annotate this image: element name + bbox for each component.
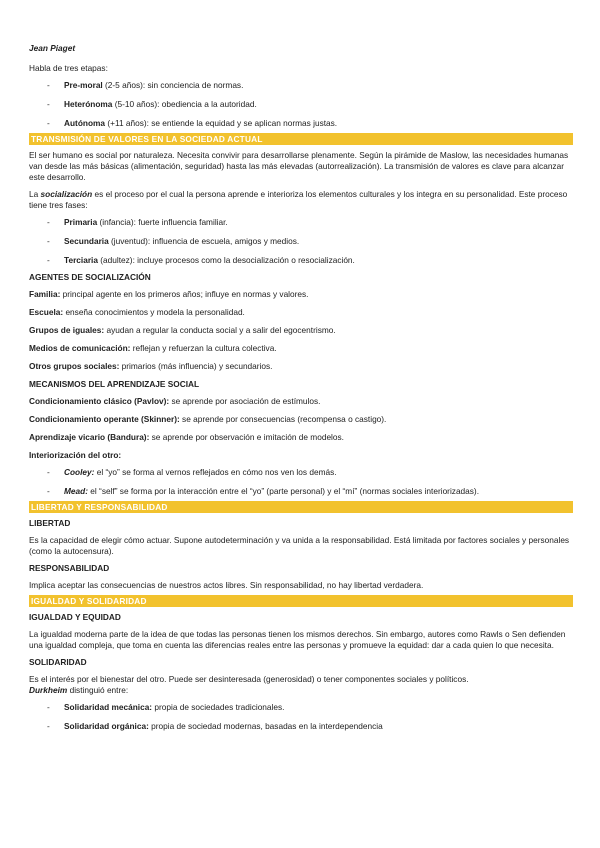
- list-item: - Pre-moral (2-5 años): sin conciencia de normas.: [29, 80, 573, 91]
- list-item: - Autónoma (+11 años): se entiende la equidad y se aplican normas justas.: [29, 118, 573, 129]
- heading-responsabilidad: RESPONSABILIDAD: [29, 563, 110, 573]
- document-content: [29, 43, 573, 740]
- list-item: - Primaria (infancia): fuerte influencia familiar.: [29, 217, 573, 228]
- definition-item: Familia: principal agente en los primeros años; influye en normas y valores.: [29, 289, 309, 299]
- igualdad-paragraph: La igualdad moderna parte de la idea de que todas las personas tienen los mismos derechos. Sin embargo, autores como Rawls o Sen defienden una igualdad compleja, que toma en cuenta las diferencias reales entre las personas y promueve la equidad: dar a cada quien lo que necesita.: [29, 629, 566, 650]
- interiorizacion-list: [29, 467, 573, 497]
- definition-item: Escuela: enseña conocimientos y modela la personalidad.: [29, 307, 245, 317]
- responsabilidad-paragraph: Implica aceptar las consecuencias de nuestros actos libres. Sin responsabilidad, no hay libertad verdadera.: [29, 580, 424, 590]
- socializacion-paragraph: La socialización es el proceso por el cual la persona aprende e interioriza los elementos culturales y los integra en su personalidad. Este proceso tiene tres fases:: [29, 189, 568, 210]
- definition-item: Condicionamiento clásico (Pavlov): se aprende por asociación de estímulos.: [29, 396, 321, 406]
- list-item: - Cooley: el “yo” se forma al vernos reflejados en cómo nos ven los demás.: [29, 467, 573, 478]
- author-piaget: Jean Piaget: [29, 43, 76, 53]
- list-item: - Terciaria (adultez): incluye procesos como la desocialización o resocialización.: [29, 255, 573, 266]
- section-header-igualdad: IGUALDAD Y SOLIDARIDAD: [29, 595, 573, 607]
- list-item: - Solidaridad mecánica: propia de sociedades tradicionales.: [29, 702, 573, 713]
- interiorizacion-label: Interiorización del otro:: [29, 450, 122, 460]
- list-item: - Heterónoma (5-10 años): obediencia a la autoridad.: [29, 99, 573, 110]
- libertad-paragraph: Es la capacidad de elegir cómo actuar. Supone autodeterminación y va unida a la responsabilidad. Está limitada por factores sociales y personales (como la autocensura).: [29, 535, 570, 556]
- heading-agentes: AGENTES DE SOCIALIZACIÓN: [29, 272, 151, 282]
- list-item: - Secundaria (juventud): influencia de escuela, amigos y medios.: [29, 236, 573, 247]
- phases-list: [29, 217, 573, 266]
- transmision-paragraph: El ser humano es social por naturaleza. Necesita convivir para desarrollarse plenamente. Según la pirámide de Maslow, las necesidades humanas van desde las más básicas (alimentación, seguridad) hasta las más elevadas (autorrealización). La transmisión de valores es clave para alcanzar este desarrollo.: [29, 150, 569, 182]
- section-header-libertad: LIBERTAD Y RESPONSABILIDAD: [29, 501, 573, 513]
- solidaridad-paragraph: Es el interés por el bienestar del otro. Puede ser desinteresada (generosidad) o tener componentes sociales y políticos.: [29, 674, 469, 684]
- definition-item: Medios de comunicación: reflejan y refuerzan la cultura colectiva.: [29, 343, 277, 353]
- heading-mecanismos: MECANISMOS DEL APRENDIZAJE SOCIAL: [29, 379, 200, 389]
- definition-item: Aprendizaje vicario (Bandura): se aprende por observación e imitación de modelos.: [29, 432, 344, 442]
- definition-item: Condicionamiento operante (Skinner): se aprende por consecuencias (recompensa o castigo).: [29, 414, 387, 424]
- list-item: - Solidaridad orgánica: propia de sociedad modernas, basadas en la interdependencia: [29, 721, 573, 732]
- heading-solidaridad: SOLIDARIDAD: [29, 657, 87, 667]
- list-item: - Mead: el “self” se forma por la interacción entre el “yo” (parte personal) y el “mí” (normas sociales interiorizadas).: [29, 486, 573, 497]
- heading-igualdad: IGUALDAD Y EQUIDAD: [29, 612, 121, 622]
- definition-item: Otros grupos sociales: primarios (más influencia) y secundarios.: [29, 361, 273, 371]
- heading-libertad: LIBERTAD: [29, 518, 71, 528]
- section-header-transmision: TRANSMISIÓN DE VALORES EN LA SOCIEDAD ACTUAL: [29, 133, 573, 145]
- piaget-intro: Habla de tres etapas:: [29, 63, 108, 73]
- solidaridad-types-list: [29, 702, 573, 732]
- definition-item: Grupos de iguales: ayudan a regular la conducta social y a salir del egocentrismo.: [29, 325, 336, 335]
- piaget-stages-list: [29, 80, 573, 129]
- durkheim-line: Durkheim distinguió entre:: [29, 685, 129, 695]
